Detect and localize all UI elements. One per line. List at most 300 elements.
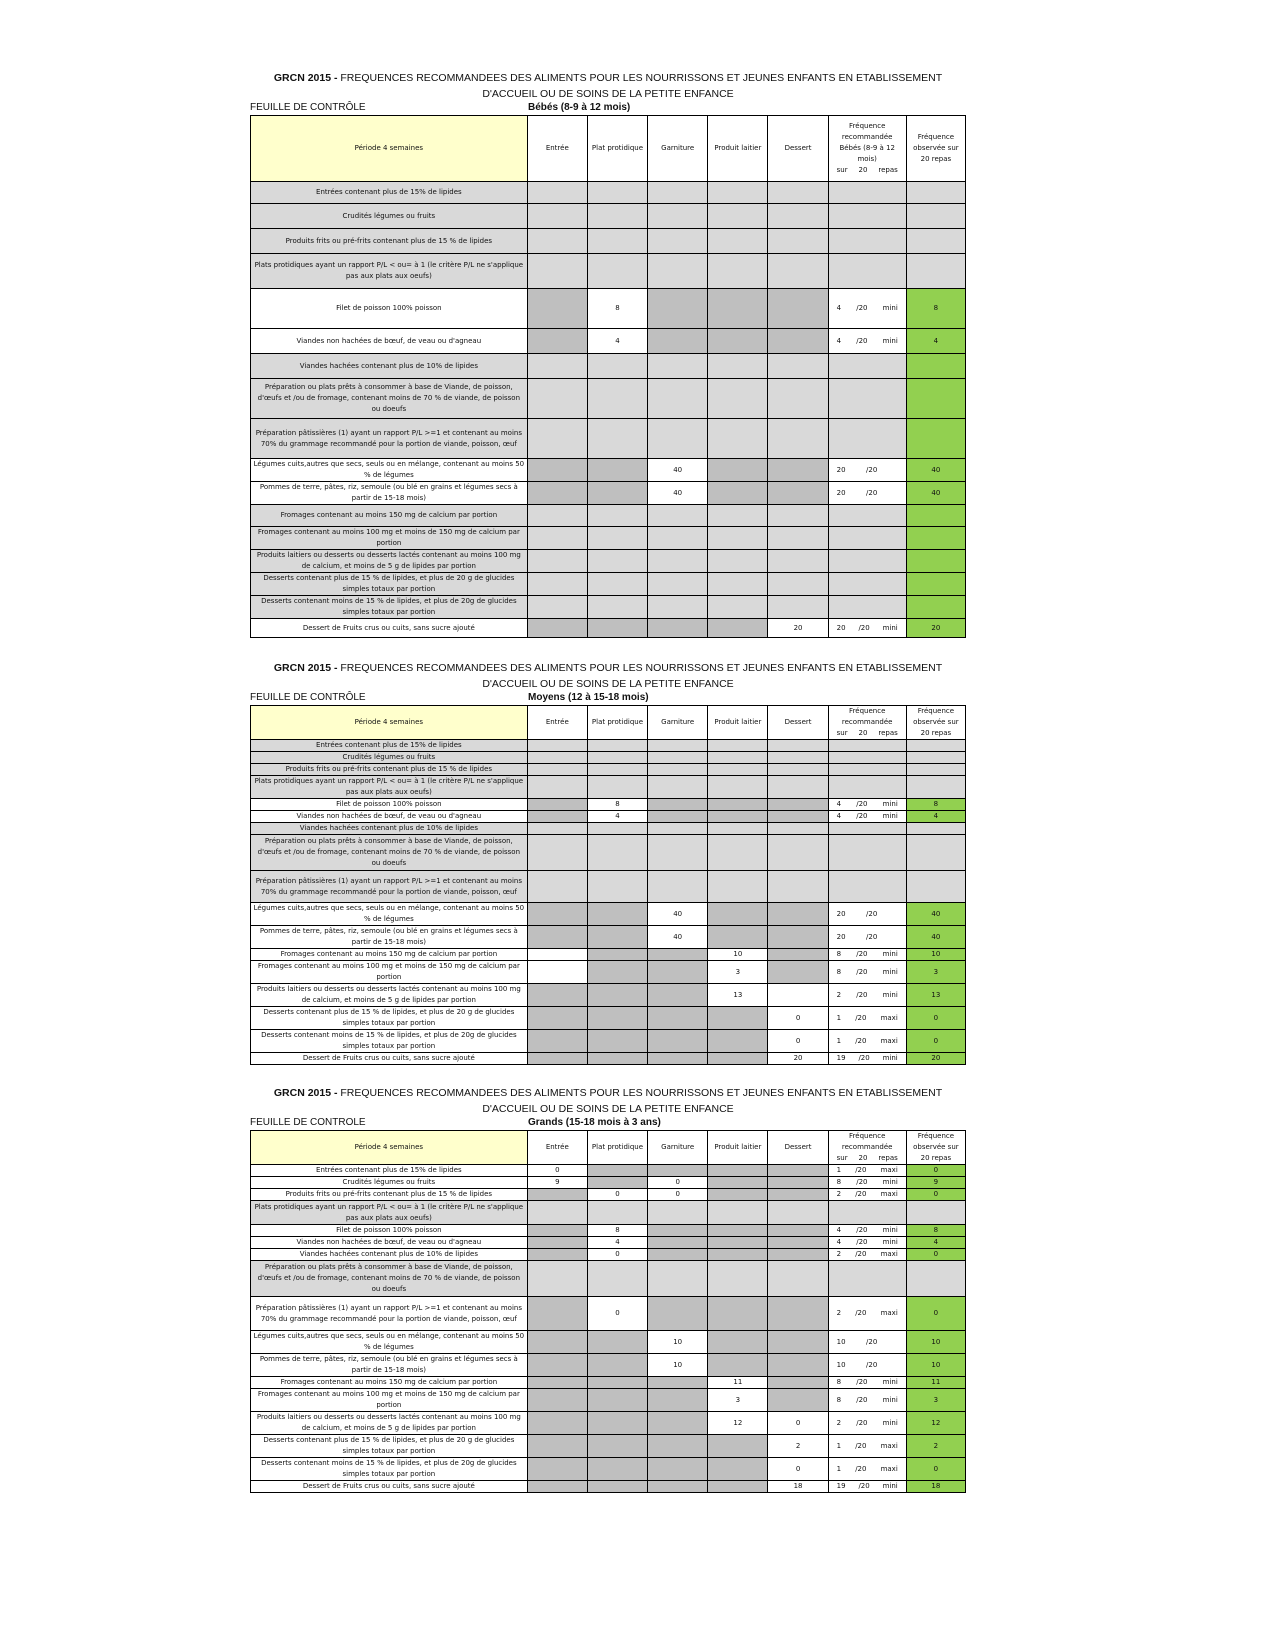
table-row (251, 1201, 966, 1225)
cell-laitier (708, 182, 768, 204)
recommended-frequency (831, 1189, 904, 1200)
cell-plat (587, 1331, 647, 1354)
recommended-mode: mini (882, 1178, 898, 1186)
table-row (251, 764, 966, 776)
cell-entree (527, 811, 587, 823)
recommended-count: 19 (836, 1054, 846, 1062)
cell-dessert: 0 (768, 1458, 828, 1481)
recommended-frequency (831, 1036, 904, 1047)
recommended-mode: mini (882, 304, 898, 312)
table-row (251, 1261, 966, 1297)
food-category-label: Crudités légumes ou fruits (251, 1177, 528, 1189)
cell-observed: 40 (906, 459, 965, 482)
cell-laitier (708, 1458, 768, 1481)
cell-plat (587, 1435, 647, 1458)
cell-dessert (768, 1354, 828, 1377)
recommended-count: 4 (836, 800, 842, 808)
cell-recommended (828, 1377, 906, 1389)
recommended-mode: mini (882, 1054, 898, 1062)
cell-dessert (768, 1331, 828, 1354)
food-category-label: Préparation ou plats prêts à consommer à base de Viande, de poisson, d'œufs et /ou de fromage, contenant moins de 70 % de viande, de poisson ou doeufs (251, 1261, 528, 1297)
table-row (251, 1030, 966, 1053)
table-row (251, 1237, 966, 1249)
cell-laitier (708, 482, 768, 505)
cell-entree (527, 776, 587, 799)
sheet-header-line2: D'ACCUEIL OU DE SOINS DE LA PETITE ENFANCE (482, 88, 734, 100)
recommended-frequency (831, 1464, 904, 1475)
cell-observed: 0 (906, 1030, 965, 1053)
cell-laitier (708, 871, 768, 903)
cell-laitier (708, 289, 768, 329)
food-category-label: Préparation pâtissières (1) ayant un rapport P/L >=1 et contenant au moins 70% du grammage recommandé pour la portion de viande, poisson, œuf (251, 871, 528, 903)
cell-observed: 0 (906, 1189, 965, 1201)
food-category-label: Légumes cuits,autres que secs, seuls ou en mélange, contenant au moins 50 % de légumes (251, 459, 528, 482)
cell-dessert (768, 752, 828, 764)
cell-entree (527, 926, 587, 949)
cell-plat (587, 1354, 647, 1377)
cell-garniture (648, 1249, 708, 1261)
cell-recommended (828, 799, 906, 811)
cell-recommended (828, 1331, 906, 1354)
cell-laitier (708, 459, 768, 482)
cell-entree (527, 1189, 587, 1201)
food-category-label: Desserts contenant moins de 15 % de lipides, et plus de 20g de glucides simples totaux par portion (251, 1030, 528, 1053)
cell-observed: 13 (906, 984, 965, 1007)
food-category-label: Viandes non hachées de bœuf, de veau ou d'agneau (251, 1237, 528, 1249)
cell-plat (587, 823, 647, 835)
cell-garniture (648, 289, 708, 329)
cell-plat (587, 550, 647, 573)
basis-repas: repas (878, 729, 898, 737)
cell-plat: 0 (587, 1297, 647, 1331)
basis-vingt: 20 (858, 729, 868, 737)
recommended-unit: /20 (856, 812, 868, 820)
table-header-row (251, 116, 966, 182)
cell-garniture (648, 1389, 708, 1412)
cell-recommended (828, 1249, 906, 1261)
cell-garniture (648, 1458, 708, 1481)
cell-observed: 4 (906, 811, 965, 823)
cell-garniture (648, 379, 708, 419)
food-category-label: Plats protidiques ayant un rapport P/L < ou= à 1 (le critère P/L ne s'applique pas aux plats aux oeufs) (251, 776, 528, 799)
basis-vingt: 20 (858, 1154, 868, 1162)
food-category-label: Légumes cuits,autres que secs, seuls ou en mélange, contenant au moins 50 % de légumes (251, 903, 528, 926)
cell-observed (906, 204, 965, 229)
recommended-unit: /20 (858, 623, 870, 632)
cell-dessert (768, 961, 828, 984)
recommended-count: 4 (836, 304, 842, 312)
cell-observed: 0 (906, 1458, 965, 1481)
cell-recommended (828, 482, 906, 505)
cell-entree (527, 527, 587, 550)
recommended-count: 20 (836, 623, 846, 632)
table-row (251, 835, 966, 871)
cell-observed: 40 (906, 903, 965, 926)
recommended-mode: mini (882, 990, 898, 999)
cell-garniture: 0 (648, 1177, 708, 1189)
cell-garniture (648, 835, 708, 871)
recommended-title: Fréquence recommandée Bébés (8-9 à 12 mois) (839, 122, 895, 163)
food-category-label: Filet de poisson 100% poisson (251, 289, 528, 329)
cell-recommended (828, 949, 906, 961)
cell-entree (527, 1458, 587, 1481)
column-header-garniture: Garniture (648, 706, 708, 740)
table-row (251, 926, 966, 949)
table-row (251, 379, 966, 419)
recommended-frequency (831, 1377, 904, 1388)
cell-garniture (648, 505, 708, 527)
cell-observed: 11 (906, 1377, 965, 1389)
cell-dessert (768, 419, 828, 459)
recommended-count: 4 (836, 336, 842, 345)
cell-plat (587, 949, 647, 961)
recommended-mode: maxi (880, 1190, 898, 1198)
cell-recommended (828, 379, 906, 419)
recommended-mode: mini (882, 812, 898, 820)
recommended-unit: /20 (858, 1054, 870, 1062)
recommended-unit: /20 (866, 488, 878, 497)
cell-plat (587, 1007, 647, 1030)
recommended-count: 2 (836, 1309, 842, 1317)
cell-garniture (648, 596, 708, 619)
cell-recommended (828, 871, 906, 903)
recommended-count: 4 (836, 812, 842, 820)
column-header-dessert: Dessert (768, 116, 828, 182)
recommended-frequency (831, 799, 904, 810)
cell-garniture (648, 764, 708, 776)
cell-observed: 10 (906, 1354, 965, 1377)
cell-plat (587, 229, 647, 254)
cell-observed: 40 (906, 482, 965, 505)
food-category-label: Fromages contenant au moins 100 mg et moins de 150 mg de calcium par portion (251, 527, 528, 550)
cell-entree (527, 752, 587, 764)
cell-plat (587, 926, 647, 949)
recommended-count: 1 (836, 1036, 842, 1045)
cell-dessert: 0 (768, 1030, 828, 1053)
recommended-frequency (831, 303, 904, 314)
cell-plat (587, 505, 647, 527)
cell-plat: 8 (587, 289, 647, 329)
recommended-mode: mini (882, 967, 898, 976)
table-row (251, 419, 966, 459)
cell-entree (527, 903, 587, 926)
cell-laitier (708, 811, 768, 823)
column-header-laitier: Produit laitier (708, 116, 768, 182)
cell-recommended (828, 1030, 906, 1053)
column-header-garniture: Garniture (648, 116, 708, 182)
cell-plat (587, 752, 647, 764)
cell-dessert (768, 799, 828, 811)
table-row (251, 329, 966, 354)
recommended-frequency (831, 1308, 904, 1319)
cell-observed (906, 835, 965, 871)
cell-recommended (828, 505, 906, 527)
cell-dessert (768, 482, 828, 505)
cell-laitier (708, 926, 768, 949)
cell-recommended (828, 1354, 906, 1377)
cell-observed (906, 764, 965, 776)
food-category-label: Dessert de Fruits crus ou cuits, sans sucre ajouté (251, 1053, 528, 1065)
cell-observed (906, 752, 965, 764)
cell-observed: 3 (906, 961, 965, 984)
cell-recommended (828, 903, 906, 926)
cell-entree (527, 482, 587, 505)
cell-garniture (648, 619, 708, 638)
recommended-unit: /20 (858, 1482, 870, 1490)
sheet-title: FEUILLE DE CONTRÔLE (250, 102, 366, 113)
cell-recommended (828, 823, 906, 835)
table-row (251, 1481, 966, 1493)
cell-plat (587, 1177, 647, 1189)
recommended-frequency (831, 932, 904, 943)
column-header-recommended (828, 116, 906, 182)
sheet-header-text: FREQUENCES RECOMMANDEES DES ALIMENTS POUR LES NOURRISSONS ET JEUNES ENFANTS EN ETABLISSEMENT (337, 662, 943, 674)
column-header-dessert: Dessert (768, 1131, 828, 1165)
cell-observed (906, 776, 965, 799)
recommended-mode: mini (882, 950, 898, 958)
food-category-label: Fromages contenant au moins 150 mg de calcium par portion (251, 949, 528, 961)
recommended-basis (831, 728, 904, 739)
cell-recommended (828, 229, 906, 254)
recommended-frequency (831, 623, 904, 634)
cell-recommended (828, 1201, 906, 1225)
cell-dessert (768, 1249, 828, 1261)
sheet-header-prefix: GRCN 2015 - (273, 662, 338, 674)
cell-laitier (708, 229, 768, 254)
food-category-label: Produits frits ou pré-frits contenant plus de 15 % de lipides (251, 764, 528, 776)
table-row (251, 1412, 966, 1435)
cell-recommended (828, 1458, 906, 1481)
table-row (251, 505, 966, 527)
cell-garniture (648, 776, 708, 799)
cell-laitier (708, 1249, 768, 1261)
food-category-label: Préparation pâtissières (1) ayant un rapport P/L >=1 et contenant au moins 70% du grammage recommandé pour la portion de viande, poisson, œuf (251, 419, 528, 459)
cell-laitier (708, 1165, 768, 1177)
cell-plat (587, 740, 647, 752)
food-category-label: Entrées contenant plus de 15% de lipides (251, 740, 528, 752)
cell-plat (587, 1412, 647, 1435)
cell-plat (587, 254, 647, 289)
recommended-unit: /20 (856, 304, 868, 312)
cell-dessert (768, 835, 828, 871)
cell-plat (587, 984, 647, 1007)
recommended-count: 10 (836, 1337, 846, 1346)
recommended-frequency (831, 1337, 904, 1348)
age-group-label: Grands (15-18 mois à 3 ans) (528, 1117, 661, 1128)
food-category-label: Préparation pâtissières (1) ayant un rapport P/L >=1 et contenant au moins 70% du grammage recommandé pour la portion de viande, poisson, œuf (251, 1297, 528, 1331)
food-category-label: Viandes hachées contenant plus de 10% de lipides (251, 823, 528, 835)
cell-entree: 0 (527, 1165, 587, 1177)
frequency-table (250, 1130, 966, 1493)
cell-entree (527, 1201, 587, 1225)
recommended-unit: /20 (855, 1013, 867, 1022)
recommended-unit: /20 (856, 1178, 868, 1186)
cell-recommended (828, 811, 906, 823)
recommended-mode: mini (882, 1226, 898, 1234)
food-category-label: Pommes de terre, pâtes, riz, semoule (ou blé en grains et légumes secs à partir de 15-18 mois) (251, 482, 528, 505)
recommended-frequency (831, 1225, 904, 1236)
food-category-label: Pommes de terre, pâtes, riz, semoule (ou blé en grains et légumes secs à partir de 15-18 mois) (251, 926, 528, 949)
cell-entree (527, 984, 587, 1007)
cell-observed (906, 823, 965, 835)
cell-recommended (828, 1053, 906, 1065)
column-header-observed: Fréquence observée sur 20 repas (906, 1131, 965, 1165)
cell-observed: 20 (906, 619, 965, 638)
cell-entree (527, 823, 587, 835)
cell-laitier (708, 329, 768, 354)
cell-observed (906, 740, 965, 752)
cell-dessert (768, 903, 828, 926)
cell-garniture: 40 (648, 903, 708, 926)
recommended-count: 1 (836, 1441, 842, 1450)
basis-vingt: 20 (858, 166, 868, 174)
cell-garniture (648, 550, 708, 573)
table-row (251, 1007, 966, 1030)
cell-observed (906, 505, 965, 527)
sheet-header-prefix: GRCN 2015 - (273, 1087, 338, 1099)
recommended-frequency (831, 1441, 904, 1452)
recommended-unit: /20 (856, 1378, 868, 1386)
table-row (251, 1435, 966, 1458)
table-row (251, 573, 966, 596)
cell-plat (587, 1165, 647, 1177)
basis-repas: repas (878, 166, 898, 174)
food-category-label: Fromages contenant au moins 100 mg et moins de 150 mg de calcium par portion (251, 961, 528, 984)
cell-entree (527, 289, 587, 329)
recommended-unit: /20 (855, 1166, 867, 1174)
cell-entree (527, 1377, 587, 1389)
cell-dessert: 20 (768, 1053, 828, 1065)
cell-laitier (708, 835, 768, 871)
cell-entree (527, 740, 587, 752)
control-sheet-section (250, 1085, 966, 1493)
cell-dessert (768, 740, 828, 752)
cell-recommended (828, 776, 906, 799)
cell-observed: 3 (906, 1389, 965, 1412)
table-row (251, 961, 966, 984)
cell-garniture (648, 984, 708, 1007)
table-row (251, 550, 966, 573)
cell-garniture: 40 (648, 482, 708, 505)
table-row (251, 1249, 966, 1261)
cell-laitier (708, 1297, 768, 1331)
column-header-plat: Plat protidique (587, 1131, 647, 1165)
food-category-label: Filet de poisson 100% poisson (251, 1225, 528, 1237)
cell-laitier: 13 (708, 984, 768, 1007)
food-category-label: Viandes non hachées de bœuf, de veau ou d'agneau (251, 329, 528, 354)
food-category-label: Produits frits ou pré-frits contenant plus de 15 % de lipides (251, 1189, 528, 1201)
cell-recommended (828, 961, 906, 984)
recommended-mode: mini (882, 1395, 898, 1404)
column-header-plat: Plat protidique (587, 706, 647, 740)
cell-observed (906, 1201, 965, 1225)
cell-entree (527, 573, 587, 596)
cell-observed: 4 (906, 1237, 965, 1249)
food-category-label: Préparation ou plats prêts à consommer à base de Viande, de poisson, d'œufs et /ou de fromage, contenant moins de 70 % de viande, de poisson ou doeufs (251, 835, 528, 871)
cell-entree (527, 764, 587, 776)
cell-dessert (768, 1201, 828, 1225)
cell-entree (527, 596, 587, 619)
recommended-count: 8 (836, 1178, 842, 1186)
recommended-frequency (831, 811, 904, 822)
cell-laitier: 3 (708, 961, 768, 984)
frequency-table (250, 115, 966, 638)
recommended-frequency (831, 990, 904, 1001)
recommended-unit: /20 (855, 1190, 867, 1198)
cell-laitier (708, 1177, 768, 1189)
cell-entree (527, 1007, 587, 1030)
cell-recommended (828, 926, 906, 949)
column-header-entree: Entrée (527, 1131, 587, 1165)
table-row (251, 459, 966, 482)
cell-garniture (648, 740, 708, 752)
cell-laitier: 11 (708, 1377, 768, 1389)
age-group-label: Bébés (8-9 à 12 mois) (528, 102, 631, 113)
food-category-label: Préparation ou plats prêts à consommer à base de Viande, de poisson, d'œufs et /ou de fromage, contenant moins de 70 % de viande, de poisson ou doeufs (251, 379, 528, 419)
cell-plat (587, 776, 647, 799)
cell-garniture (648, 1261, 708, 1297)
food-category-label: Entrées contenant plus de 15% de lipides (251, 182, 528, 204)
cell-garniture (648, 527, 708, 550)
cell-entree (527, 835, 587, 871)
basis-repas: repas (878, 1154, 898, 1162)
cell-entree (527, 329, 587, 354)
recommended-unit: /20 (866, 1360, 878, 1369)
cell-recommended (828, 182, 906, 204)
recommended-mode: mini (882, 1482, 898, 1490)
cell-garniture (648, 1412, 708, 1435)
control-sheet-section (250, 660, 966, 1065)
cell-recommended (828, 329, 906, 354)
cell-plat: 4 (587, 1237, 647, 1249)
cell-dessert (768, 596, 828, 619)
cell-laitier (708, 1225, 768, 1237)
table-row (251, 1354, 966, 1377)
recommended-unit: /20 (856, 336, 868, 345)
sheet-title: FEUILLE DE CONTROLE (250, 1117, 366, 1128)
table-row (251, 799, 966, 811)
table-row (251, 949, 966, 961)
cell-garniture (648, 354, 708, 379)
cell-laitier (708, 527, 768, 550)
cell-dessert (768, 204, 828, 229)
table-row (251, 182, 966, 204)
cell-dessert (768, 1389, 828, 1412)
cell-entree (527, 1412, 587, 1435)
cell-recommended (828, 1007, 906, 1030)
recommended-mode: mini (882, 1238, 898, 1246)
cell-laitier (708, 1354, 768, 1377)
cell-observed: 0 (906, 1297, 965, 1331)
cell-dessert (768, 1165, 828, 1177)
recommended-basis (831, 1153, 904, 1164)
recommended-frequency (831, 336, 904, 347)
table-row (251, 229, 966, 254)
cell-dessert (768, 505, 828, 527)
sheet-subheader (250, 102, 966, 115)
table-row (251, 1331, 966, 1354)
recommended-unit: /20 (855, 1036, 867, 1045)
food-category-label: Viandes hachées contenant plus de 10% de lipides (251, 1249, 528, 1261)
cell-recommended (828, 550, 906, 573)
recommended-unit: /20 (866, 909, 878, 918)
recommended-frequency (831, 1237, 904, 1248)
cell-plat (587, 379, 647, 419)
cell-laitier (708, 1030, 768, 1053)
cell-entree (527, 182, 587, 204)
basis-sur: sur (836, 1154, 848, 1162)
cell-garniture (648, 182, 708, 204)
